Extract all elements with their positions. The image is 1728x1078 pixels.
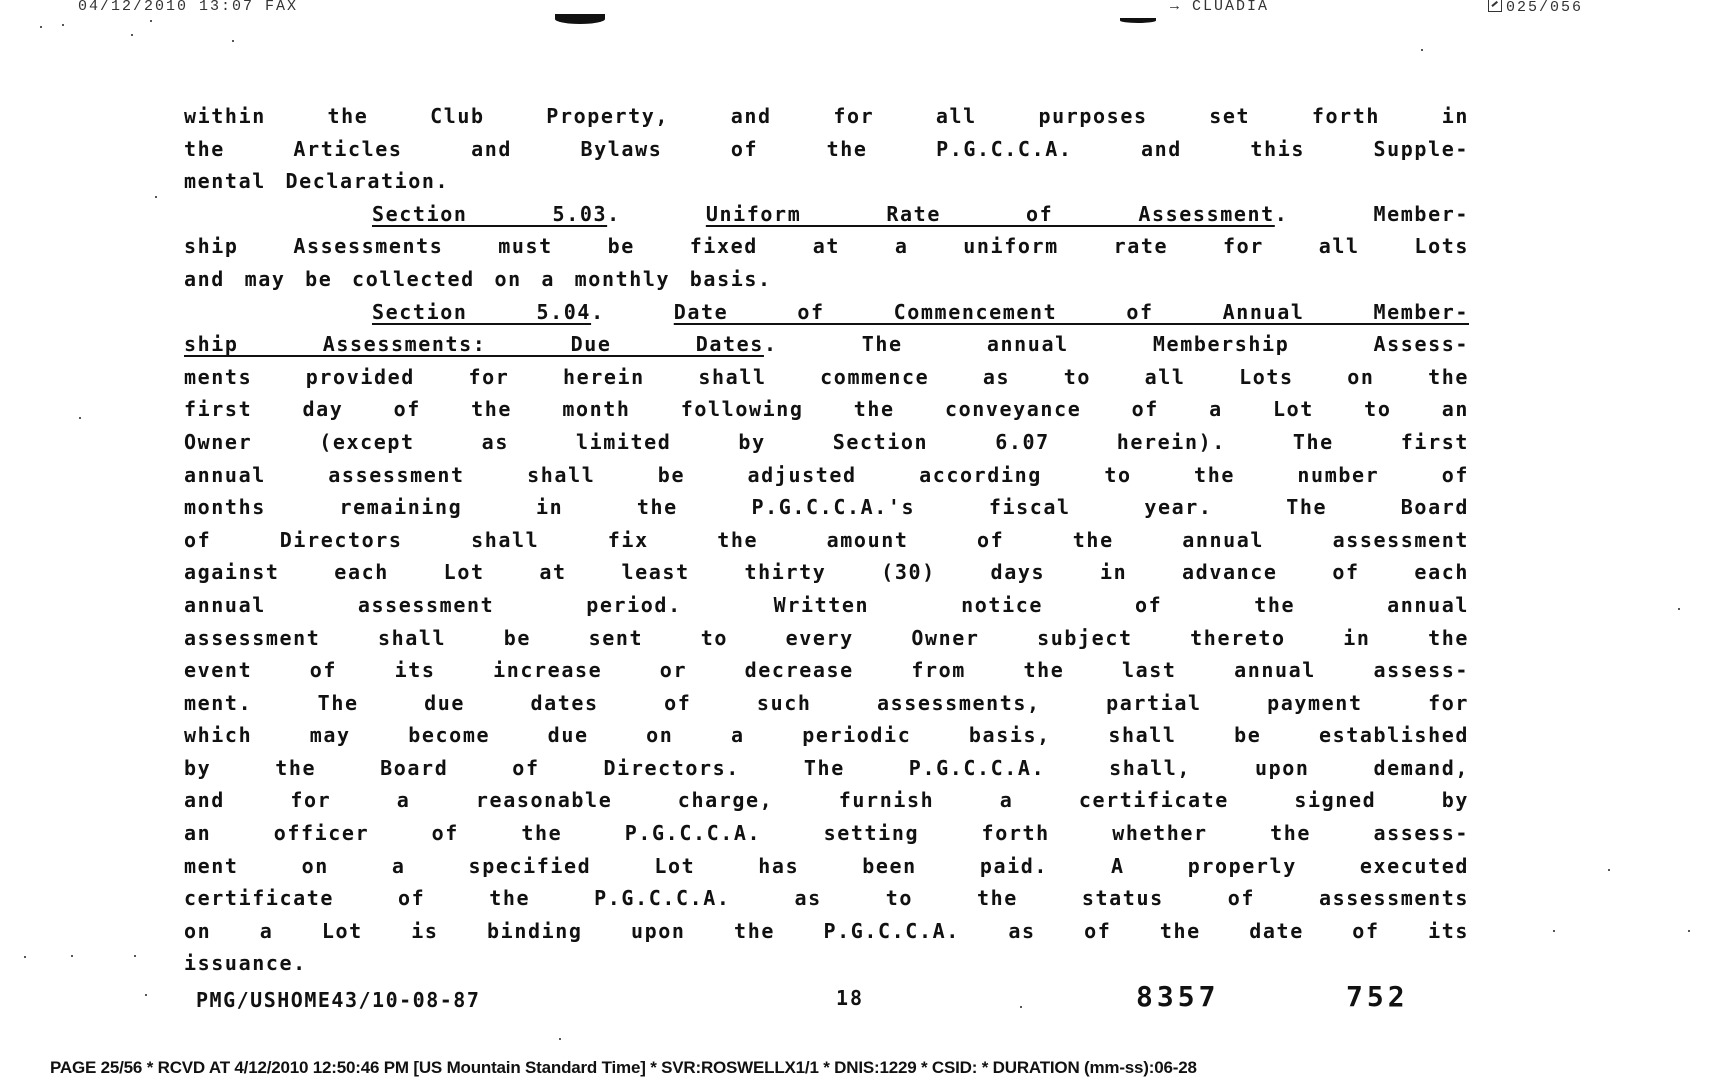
recording-page-number: 752	[1346, 980, 1409, 1013]
body-text: annual assessment shall be adjusted according to the number of	[184, 462, 1469, 487]
body-line	[184, 165, 1469, 198]
body-line	[184, 589, 1469, 622]
scan-speck	[79, 417, 81, 419]
body-text: of Directors shall fix the amount of the annual assessment	[184, 527, 1469, 552]
recording-book-number: 8357	[1136, 980, 1220, 1013]
document-footer	[196, 980, 1446, 1016]
body-text: ments provided for herein shall commence as to all Lots on the	[184, 364, 1469, 389]
scan-speck	[71, 955, 73, 957]
scan-speck	[40, 26, 42, 28]
body-text: Section 5.03	[372, 201, 608, 226]
body-line	[184, 230, 1469, 263]
body-line	[184, 752, 1469, 785]
body-text: .	[607, 201, 706, 226]
scan-speck	[1688, 930, 1690, 932]
scan-speck	[1421, 49, 1423, 51]
body-line	[184, 622, 1469, 655]
scan-speck	[232, 40, 234, 42]
body-line	[184, 915, 1469, 948]
scan-speck	[559, 1038, 561, 1040]
body-text: . Member-	[1274, 201, 1469, 226]
body-text: Section 5.04	[372, 299, 592, 324]
body-text: issuance.	[184, 951, 307, 976]
body-line	[184, 784, 1469, 817]
scan-speck	[150, 20, 152, 22]
body-text: mental Declaration.	[184, 169, 450, 194]
body-line	[184, 198, 1469, 231]
body-text: annual assessment period. Written notice of the annual	[184, 592, 1469, 617]
body-text: event of its increase or decrease from the last annual assess-	[184, 658, 1469, 683]
body-line	[184, 491, 1469, 524]
body-text: Owner (except as limited by Section 6.07 herein). The first	[184, 429, 1469, 454]
body-text: Uniform Rate of Assessment	[705, 201, 1275, 226]
body-line	[184, 263, 1469, 296]
body-text: assessment shall be sent to every Owner subject thereto in the	[184, 625, 1469, 650]
scan-speck	[1553, 930, 1555, 932]
body-line	[184, 687, 1469, 720]
page-number: 18	[836, 986, 865, 1010]
fax-timestamp: 04/12/2010 13:07 FAX	[78, 0, 299, 15]
body-text: by the Board of Directors. The P.G.C.C.A. shall, upon demand,	[184, 755, 1469, 780]
fax-page-count-text: 025/056	[1506, 0, 1584, 16]
scan-blot	[555, 14, 605, 24]
fax-receipt-footer: PAGE 25/56 * RCVD AT 4/12/2010 12:50:46 PM [US Mountain Standard Time] * SVR:ROSWELLX1/1 * DNIS:1229 * CSID: * DURATION (mm-ss):06-28	[50, 1058, 1197, 1077]
scan-speck	[155, 196, 157, 198]
body-line	[184, 719, 1469, 752]
body-text: within the Club Property, and for all purposes set forth in	[184, 104, 1469, 128]
scan-speck	[62, 24, 64, 26]
scan-speck	[1608, 869, 1610, 871]
fax-page-count	[1488, 0, 1583, 16]
scan-speck	[145, 994, 147, 996]
body-text: first day of the month following the conveyance of a Lot to an	[184, 397, 1469, 422]
body-line	[184, 947, 1469, 980]
body-text: which may become due on a periodic basis, shall be established	[184, 723, 1469, 748]
body-text: and for a reasonable charge, furnish a certificate signed by	[184, 788, 1469, 813]
body-text: ment on a specified Lot has been paid. A properly executed	[184, 853, 1469, 878]
body-line	[184, 361, 1469, 394]
scan-speck	[24, 956, 26, 958]
body-line	[184, 556, 1469, 589]
scan-blot	[1120, 18, 1156, 23]
document-body	[184, 100, 1469, 980]
body-text: .	[591, 299, 674, 324]
body-line	[184, 524, 1469, 557]
body-text: and may be collected on a monthly basis.	[184, 266, 772, 291]
body-text: . The annual Membership Assess-	[763, 332, 1470, 357]
document-reference: PMG/USHOME43/10-08-87	[196, 988, 481, 1012]
scan-speck	[131, 34, 133, 36]
body-line	[184, 817, 1469, 850]
body-line	[184, 393, 1469, 426]
fax-page-icon	[1488, 0, 1502, 12]
body-text: months remaining in the P.G.C.C.A.'s fiscal year. The Board	[184, 495, 1469, 520]
body-text: certificate of the P.G.C.C.A. as to the status of assessments	[184, 886, 1469, 911]
body-text: against each Lot at least thirty (30) days in advance of each	[184, 560, 1469, 585]
body-line	[184, 426, 1469, 459]
body-text: Date of Commencement of Annual Member-	[673, 299, 1469, 324]
body-line	[184, 328, 1469, 361]
body-text: on a Lot is binding upon the P.G.C.C.A. as of the date of its	[184, 918, 1469, 943]
body-line	[184, 100, 1469, 133]
body-text: ment. The due dates of such assessments, partial payment for	[184, 690, 1469, 715]
body-line	[184, 654, 1469, 687]
body-line	[184, 296, 1469, 329]
body-line	[184, 850, 1469, 883]
scan-speck	[1678, 608, 1680, 610]
body-text: ship Assessments must be fixed at a uniform rate for all Lots	[184, 234, 1469, 259]
fax-header	[0, 0, 1728, 18]
body-text: an officer of the P.G.C.C.A. setting forth whether the assess-	[184, 821, 1469, 846]
fax-recipient: → CLUADIA	[1170, 0, 1270, 15]
scan-speck	[1020, 1006, 1022, 1008]
body-line	[184, 882, 1469, 915]
body-line	[184, 133, 1469, 166]
body-text: the Articles and Bylaws of the P.G.C.C.A. and this Supple-	[184, 136, 1469, 161]
body-text: ship Assessments: Due Dates	[184, 332, 764, 357]
scan-speck	[134, 955, 136, 957]
body-line	[184, 459, 1469, 492]
